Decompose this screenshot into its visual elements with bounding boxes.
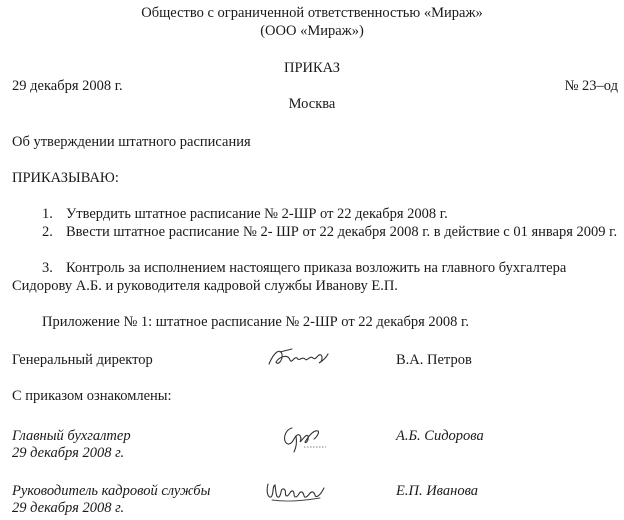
- order-city: Москва: [288, 96, 336, 112]
- accountant-signature: [278, 418, 328, 456]
- company-short-name: (ООО «Мираж»): [260, 23, 364, 39]
- order-number: № 23–од: [564, 78, 618, 94]
- director-signature: [266, 342, 330, 372]
- item-text: Ввести штатное расписание № 2- ШР от 22 декабря 2008 г. в действие с 01 января 2009 г.: [66, 224, 618, 240]
- acquainted-label: С приказом ознакомлены:: [12, 388, 172, 404]
- director-position: Генеральный директор: [12, 352, 153, 368]
- signatory-position: Главный бухгалтер: [12, 428, 131, 444]
- item-number: 2.: [42, 224, 53, 240]
- signatory-name: Е.П. Иванова: [396, 483, 479, 499]
- item-text: Утвердить штатное расписание № 2-ШР от 22 декабря 2008 г.: [66, 206, 448, 222]
- director-name: В.А. Петров: [396, 352, 472, 368]
- item-text: Контроль за исполнением настоящего приказа возложить на главного бухгалтера Сидорову А.Б. и руководителя кадровой службы Иванову Е.П.: [12, 260, 567, 294]
- signatory-position: Руководитель кадровой службы: [12, 483, 211, 499]
- signatory-date: 29 декабря 2008 г.: [12, 445, 125, 461]
- signatory-name: А.Б. Сидорова: [396, 428, 484, 444]
- attachment-line: Приложение № 1: штатное расписание № 2-ШР от 22 декабря 2008 г.: [42, 314, 469, 330]
- order-title: ПРИКАЗ: [283, 60, 341, 76]
- company-full-name: Общество с ограниченной ответственностью «Мираж»: [141, 5, 483, 21]
- order-item-1: [12, 205, 618, 223]
- item-number: 3.: [42, 260, 53, 276]
- signatory-date: 29 декабря 2008 г.: [12, 500, 125, 516]
- order-item-2: [12, 223, 618, 241]
- item-number: 1.: [42, 206, 53, 222]
- order-directive: ПРИКАЗЫВАЮ:: [12, 170, 119, 186]
- order-date: 29 декабря 2008 г.: [12, 78, 123, 94]
- order-item-3: [12, 259, 618, 295]
- hr-signature: [262, 476, 326, 506]
- order-subject: Об утверждении штатного расписания: [12, 134, 251, 150]
